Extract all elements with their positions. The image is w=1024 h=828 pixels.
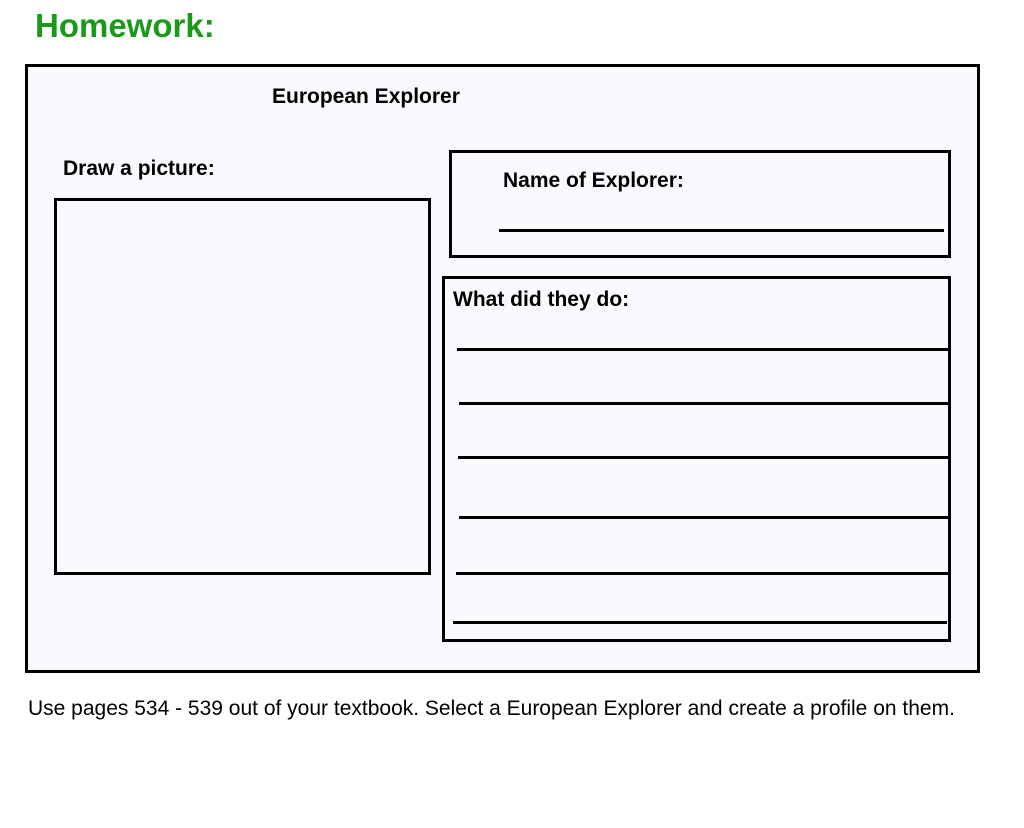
answer-line[interactable] (459, 402, 948, 405)
explorer-name-box (449, 150, 951, 258)
homework-instructions: Use pages 534 - 539 out of your textbook. Select a European Explorer and create a profile on them. (28, 697, 955, 720)
explorer-name-answer-line[interactable] (499, 229, 944, 232)
answer-line[interactable] (456, 572, 948, 575)
explorer-name-label: Name of Explorer: (503, 169, 684, 192)
answer-line[interactable] (458, 456, 948, 459)
what-did-they-do-box (442, 276, 951, 642)
draw-picture-label: Draw a picture: (63, 157, 215, 180)
what-did-they-do-label: What did they do: (453, 288, 630, 311)
drawing-area[interactable] (54, 198, 431, 575)
answer-line[interactable] (459, 516, 948, 519)
explorer-worksheet (25, 64, 980, 673)
answer-line[interactable] (457, 348, 948, 351)
homework-heading: Homework: (35, 7, 215, 44)
answer-line[interactable] (453, 621, 947, 624)
worksheet-title: European Explorer (272, 85, 460, 108)
